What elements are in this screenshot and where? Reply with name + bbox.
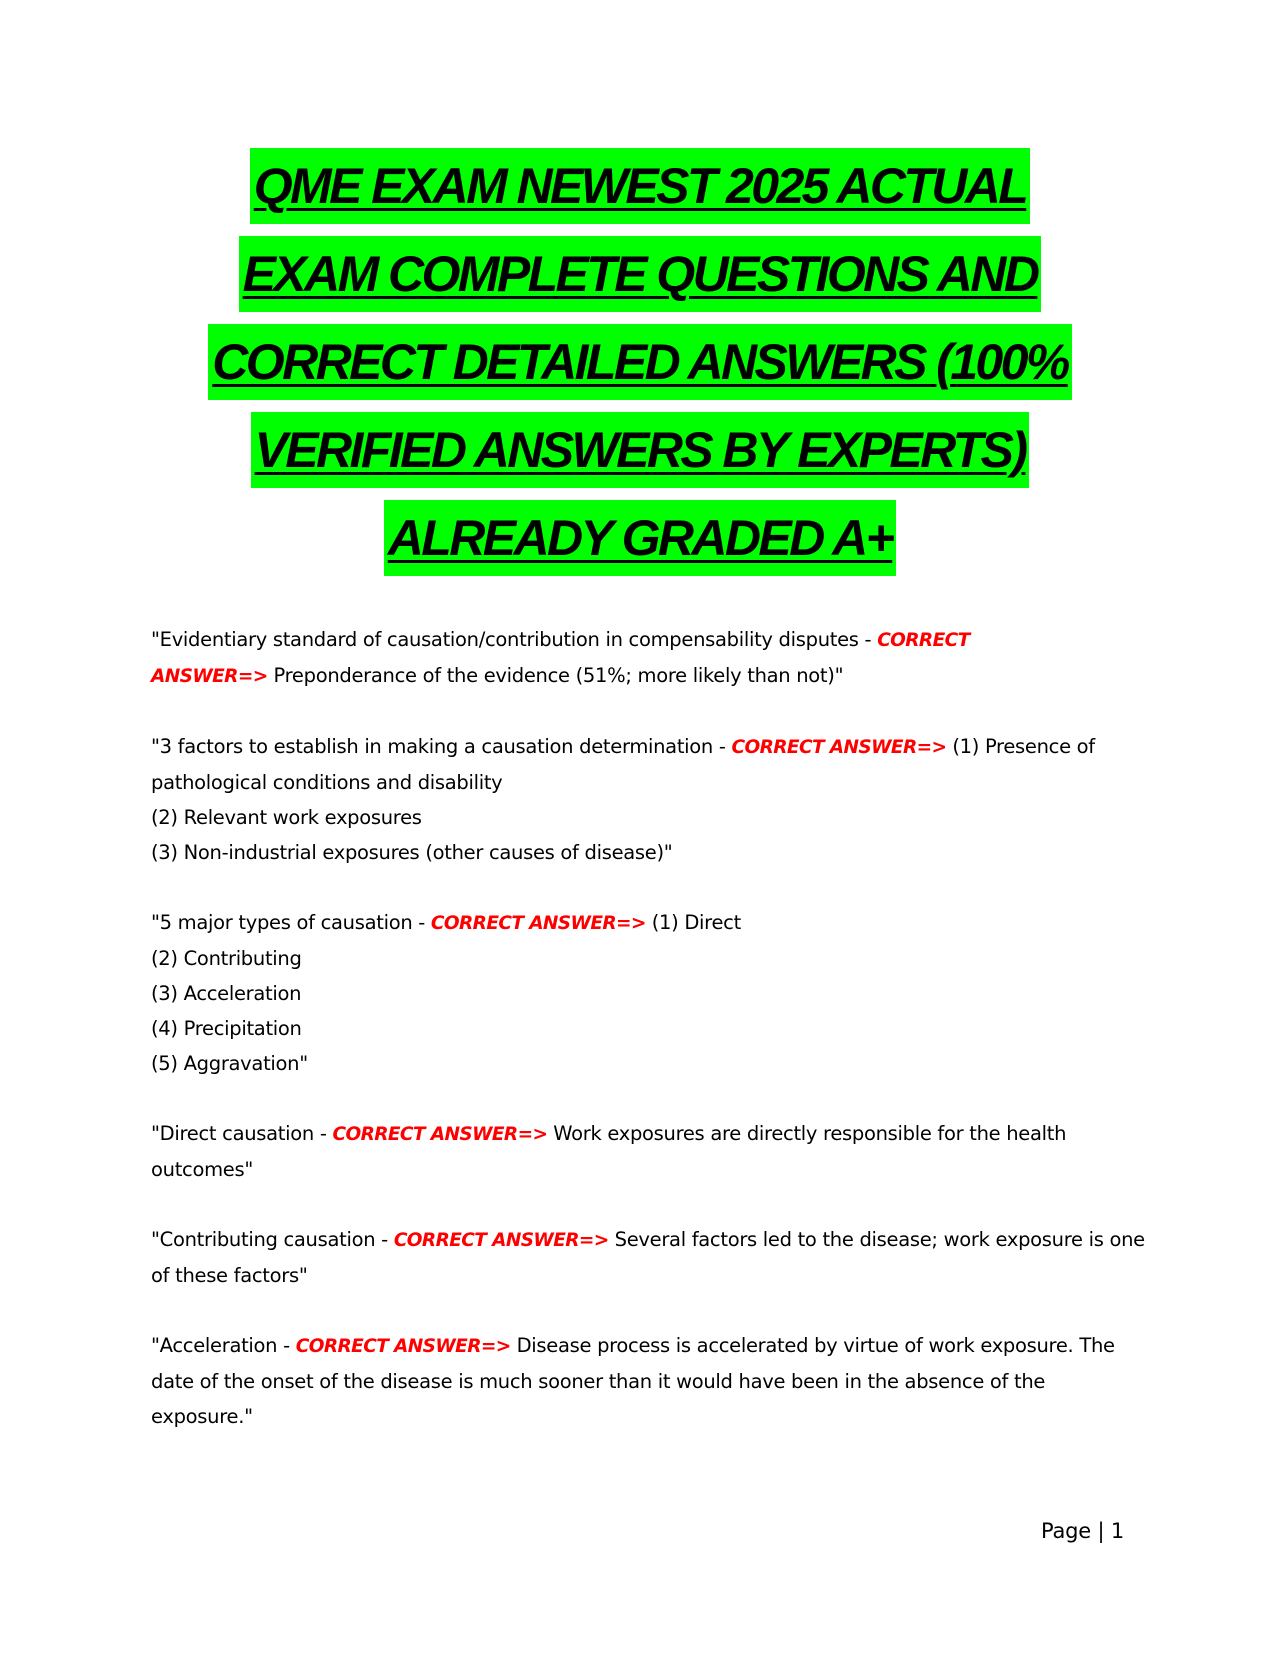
title-line-4: VERIFIED ANSWERS BY EXPERTS) [251, 412, 1030, 488]
answer-line: (5) Aggravation" [151, 1052, 308, 1075]
qa-item-direct-causation [151, 1116, 1151, 1187]
page-number: Page | 1 [1040, 1519, 1124, 1543]
correct-answer-label: CORRECT ANSWER=> [430, 913, 646, 934]
question-text: "Acceleration - [151, 1334, 296, 1357]
answer-text: (1) Direct [645, 911, 741, 934]
answer-line: (3) Non-industrial exposures (other causes of disease)" [151, 841, 673, 864]
qa-item-contributing-causation [151, 1222, 1151, 1293]
correct-answer-label: ANSWER=> [151, 666, 268, 687]
answer-text: Preponderance of the evidence (51%; more likely than not)" [267, 664, 844, 687]
question-text: "Contributing causation - [151, 1228, 394, 1251]
correct-answer-label: CORRECT ANSWER=> [332, 1124, 548, 1145]
answer-line: (2) Contributing [151, 947, 302, 970]
question-text: "Evidentiary standard of causation/contribution in compensability disputes - [151, 628, 878, 651]
answer-line: (4) Precipitation [151, 1017, 302, 1040]
qa-item-evidentiary-standard [151, 622, 1151, 694]
qa-item-three-factors [151, 729, 1151, 870]
document-title [100, 148, 1180, 588]
answer-line: (3) Acceleration [151, 982, 302, 1005]
answer-text: Work exposures are directly responsible for the health outcomes" [151, 1122, 1067, 1181]
qa-list [151, 622, 1151, 1469]
title-line-3: CORRECT DETAILED ANSWERS (100% [208, 324, 1071, 400]
answer-text: Several factors led to the disease; work exposure is one of these factors" [151, 1228, 1145, 1287]
answer-text: Disease process is accelerated by virtue of work exposure. The date of the onset of the disease is much sooner than it would have been in the absence of the exposure." [151, 1334, 1115, 1428]
qa-item-five-types [151, 905, 1151, 1081]
question-text: "5 major types of causation - [151, 911, 431, 934]
answer-text: (1) Presence of pathological conditions and disability [151, 735, 1095, 794]
correct-answer-label: CORRECT ANSWER=> [731, 737, 947, 758]
correct-answer-label: CORRECT ANSWER=> [393, 1230, 609, 1251]
title-line-2: EXAM COMPLETE QUESTIONS AND [239, 236, 1042, 312]
title-line-1: QME EXAM NEWEST 2025 ACTUAL [250, 148, 1031, 224]
qa-item-acceleration [151, 1328, 1151, 1434]
correct-answer-label: CORRECT ANSWER=> [295, 1336, 511, 1357]
question-text: "Direct causation - [151, 1122, 333, 1145]
correct-answer-label: CORRECT [877, 630, 970, 651]
question-text: "3 factors to establish in making a causation determination - [151, 735, 732, 758]
answer-line: (2) Relevant work exposures [151, 806, 422, 829]
title-line-5: ALREADY GRADED A+ [384, 500, 896, 576]
